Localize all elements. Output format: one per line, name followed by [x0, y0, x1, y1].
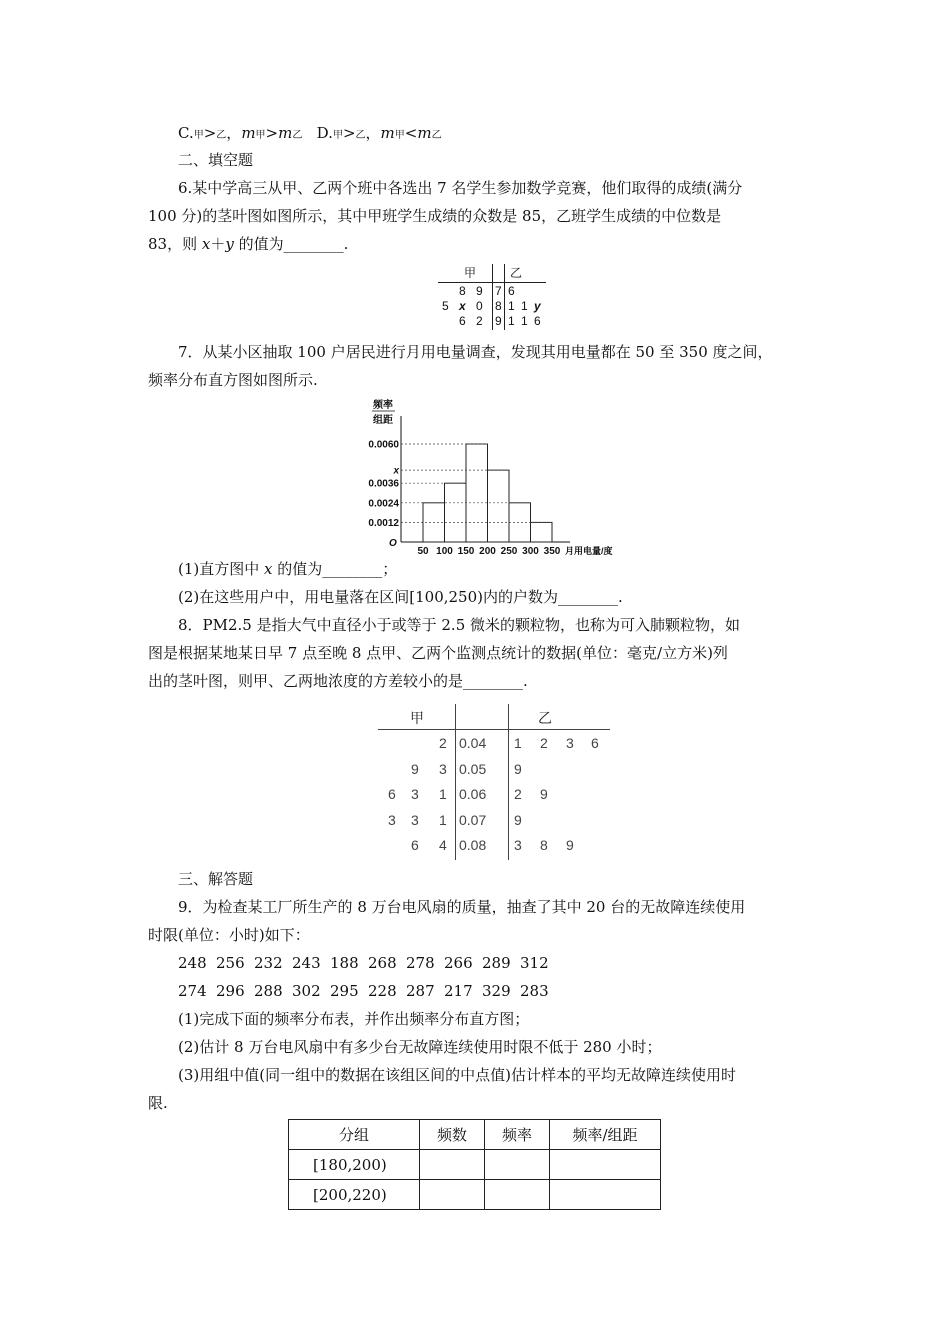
- histogram-bar: [466, 444, 488, 542]
- stem-value: 0.08: [459, 837, 487, 853]
- leaf-left: 1: [439, 786, 447, 802]
- leaf-right: 9: [514, 760, 522, 777]
- q9-part2: (2)估计 8 万台电风扇中有多少台无故障连续使用时限不低于 280 小时；: [178, 1038, 662, 1056]
- leaf-left: 6: [411, 837, 419, 853]
- table-header: 分组: [289, 1120, 420, 1150]
- y-axis-label-top: 频率: [373, 400, 393, 411]
- option-d-op2: <: [404, 124, 418, 142]
- leaf-right: 9: [514, 811, 522, 828]
- data-value: 329: [482, 982, 511, 1000]
- x-tick-label: 200: [479, 546, 496, 556]
- stem-value: 0.06: [459, 786, 487, 802]
- q8-head-left: 甲: [410, 710, 424, 726]
- stem-value: 0.07: [459, 811, 487, 828]
- option-d-sub1: 甲: [332, 130, 343, 141]
- y-axis-label-bottom: 组距: [373, 415, 393, 426]
- option-d-m1: m: [380, 124, 395, 142]
- data-value: 274: [178, 982, 207, 1000]
- data-value: 302: [292, 982, 321, 1000]
- q6-line3-end: 的值为________.: [233, 235, 349, 253]
- q6-head-left: 甲: [464, 266, 477, 280]
- data-value: 256: [216, 954, 245, 972]
- table-row: [289, 1180, 661, 1210]
- y-tick-label: 0.0060: [368, 439, 399, 451]
- leaf-left: 1: [439, 811, 447, 828]
- leaf-right: 1: [514, 735, 522, 751]
- y-tick-label: 0.0024: [368, 498, 399, 510]
- option-d-sub4: 乙: [431, 130, 442, 141]
- option-d-label: D.: [316, 124, 333, 142]
- leaf-left: 4: [439, 837, 447, 853]
- frequency-table: [288, 1119, 661, 1210]
- q8-head-right: 乙: [538, 710, 552, 726]
- table-cell: [420, 1150, 485, 1180]
- leaf: 6: [459, 314, 466, 328]
- leaf: 1: [521, 299, 528, 313]
- leaf: 6: [534, 314, 541, 328]
- x-tick-label: 250: [500, 546, 518, 556]
- leaf: 8: [459, 284, 466, 298]
- q8-stem-leaf-plot: [378, 704, 610, 860]
- leaf: 2: [476, 314, 483, 328]
- q6-var-x: x: [201, 235, 211, 253]
- x-tick-label: 100: [436, 546, 453, 556]
- table-cell: [485, 1150, 550, 1180]
- data-value: 295: [330, 982, 359, 1000]
- q9-line1: 9．为检查某工厂所生产的 8 万台电风扇的质量，抽查了其中 20 台的无故障连续使用: [178, 898, 746, 916]
- histogram-bar: [531, 522, 553, 542]
- y-tick-label: 0.0012: [368, 517, 399, 529]
- q9-part3a: (3)用组中值(同一组中的数据在该组区间的中点值)估计样本的平均无故障连续使用时: [178, 1066, 736, 1084]
- table-header: 频率/组距: [550, 1120, 661, 1150]
- option-d-sub3: 甲: [394, 130, 405, 141]
- leaf-right: 2: [514, 786, 522, 802]
- q7-line1: 7．从某小区抽取 100 户居民进行月用电量调查，发现其用电量都在 50 至 350 度之间，: [178, 343, 773, 361]
- stem: 8: [495, 299, 502, 313]
- q6-line3: [148, 234, 348, 254]
- stem: 7: [495, 284, 502, 298]
- data-value: 296: [216, 982, 245, 1000]
- leaf-y: y: [534, 299, 541, 313]
- x-tick-label: 300: [522, 546, 539, 556]
- table-row: [289, 1150, 661, 1180]
- data-value: 228: [368, 982, 397, 1000]
- data-value: 312: [520, 954, 549, 972]
- option-c-sub2: 乙: [216, 130, 227, 141]
- leaf-right: 2: [540, 735, 548, 751]
- data-value: 248: [178, 954, 207, 972]
- option-d-op1: >: [342, 124, 356, 142]
- leaf-right: 3: [566, 735, 574, 751]
- stem-value: 0.04: [459, 735, 487, 751]
- data-value: 217: [444, 982, 473, 1000]
- leaf: 1: [508, 299, 515, 313]
- table-cell: [485, 1180, 550, 1210]
- leaf-left: 3: [388, 811, 396, 828]
- option-c-sub3: 甲: [255, 130, 266, 141]
- option-d-m2: m: [417, 124, 432, 142]
- data-value: 268: [368, 954, 397, 972]
- q6-head-right: 乙: [510, 266, 523, 280]
- data-value: 243: [292, 954, 321, 972]
- q7-var-x: x: [264, 560, 273, 578]
- histogram-plot: [368, 398, 612, 556]
- leaf-left: 9: [411, 760, 419, 777]
- stem-value: 0.05: [459, 760, 487, 777]
- q6-line3-start: 83，则: [148, 235, 202, 253]
- option-c-sub4: 乙: [292, 130, 303, 141]
- q7-line2: 频率分布直方图如图所示.: [148, 371, 318, 389]
- leaf-right: 9: [566, 837, 574, 853]
- q6-plus: ＋: [210, 235, 226, 253]
- option-c-op2: >: [265, 124, 279, 142]
- leaf-right: 6: [591, 735, 599, 751]
- q8-line1: 8．PM2.5 是指大气中直径小于或等于 2.5 微米的颗粒物，也称为可入肺颗粒物，如: [178, 616, 741, 634]
- q6-line2: 100 分)的茎叶图如图所示，其中甲班学生成绩的众数是 85，乙班学生成绩的中位数是: [148, 207, 722, 225]
- table-header: 频数: [420, 1120, 485, 1150]
- data-value: 288: [254, 982, 283, 1000]
- table-header: 频率: [485, 1120, 550, 1150]
- leaf-left: 3: [439, 760, 447, 777]
- option-c-m1: m: [241, 124, 256, 142]
- option-c-sub1: 甲: [193, 130, 204, 141]
- data-value: 289: [482, 954, 511, 972]
- data-value: 283: [520, 982, 549, 1000]
- table-cell: [200,220): [289, 1180, 420, 1210]
- x-tick-label: 350: [543, 546, 561, 556]
- leaf-left: 6: [388, 786, 396, 802]
- y-tick-label: 0.0036: [368, 478, 399, 490]
- q6-var-y: y: [225, 235, 234, 253]
- leaf-right: 3: [514, 837, 522, 853]
- stem: 9: [495, 314, 502, 328]
- option-c-label: C.: [178, 124, 194, 142]
- leaf: 0: [476, 299, 483, 313]
- histogram-bar: [488, 470, 510, 542]
- q8-line3: 出的茎叶图，则甲、乙两地浓度的方差较小的是________.: [148, 672, 528, 690]
- data-value: 287: [406, 982, 435, 1000]
- leaf-right: 8: [540, 837, 548, 853]
- histogram-chart: [355, 396, 655, 556]
- option-c-op1: >: [203, 124, 217, 142]
- leaf-left: 2: [439, 735, 447, 751]
- leaf: 9: [476, 284, 483, 298]
- leaf: 5: [442, 299, 449, 313]
- table-cell: [550, 1180, 661, 1210]
- histogram-bar: [445, 483, 467, 542]
- y-tick-label: x: [393, 465, 399, 477]
- q6-line1: 6.某中学高三从甲、乙两个班中各选出 7 名学生参加数学竞赛，他们取得的成绩(满分: [178, 179, 743, 197]
- leaf: 6: [508, 284, 515, 298]
- table-cell: [550, 1150, 661, 1180]
- q7-part2: (2)在这些用户中，用电量落在区间[100,250)内的户数为________.: [178, 588, 623, 606]
- table-header-row: [289, 1120, 661, 1150]
- table-cell: [180,200): [289, 1150, 420, 1180]
- x-tick-label: 150: [457, 546, 475, 556]
- x-axis-label: 月用电量/度: [565, 546, 613, 556]
- leaf-right: 9: [540, 786, 548, 802]
- x-tick-label: 50: [417, 546, 429, 556]
- q7-part1-start: (1)直方图中: [178, 560, 265, 578]
- data-value: 188: [330, 954, 359, 972]
- data-value: 278: [406, 954, 435, 972]
- data-value: 232: [254, 954, 283, 972]
- leaf-left: 3: [411, 786, 419, 802]
- histogram-bar: [509, 503, 531, 542]
- origin-label: O: [389, 538, 397, 549]
- section-answer-heading: 三、解答题: [178, 870, 254, 888]
- q7-part1: [178, 559, 397, 579]
- q9-line2: 时限(单位：小时)如下：: [148, 926, 310, 944]
- leaf-left: 3: [411, 811, 419, 828]
- data-value: 266: [444, 954, 473, 972]
- section-fill-blank-heading: 二、填空题: [178, 151, 254, 169]
- q7-part1-end: 的值为________；: [272, 560, 398, 578]
- q9-part1: (1)完成下面的频率分布表，并作出频率分布直方图；: [178, 1010, 530, 1028]
- q9-part3b: 限.: [148, 1094, 168, 1112]
- table-cell: [420, 1180, 485, 1210]
- option-c-m2: m: [278, 124, 293, 142]
- q8-line2: 图是根据某地某日早 7 点至晚 8 点甲、乙两个监测点统计的数据(单位：毫克/立方米)列: [148, 644, 728, 662]
- leaf-x: x: [459, 299, 466, 313]
- option-d-sub2: 乙: [355, 130, 366, 141]
- leaf: 1: [508, 314, 515, 328]
- options-c-d: C.甲>乙，m甲>m乙 D.甲>乙，m甲<m乙: [178, 124, 442, 142]
- leaf: 1: [521, 314, 528, 328]
